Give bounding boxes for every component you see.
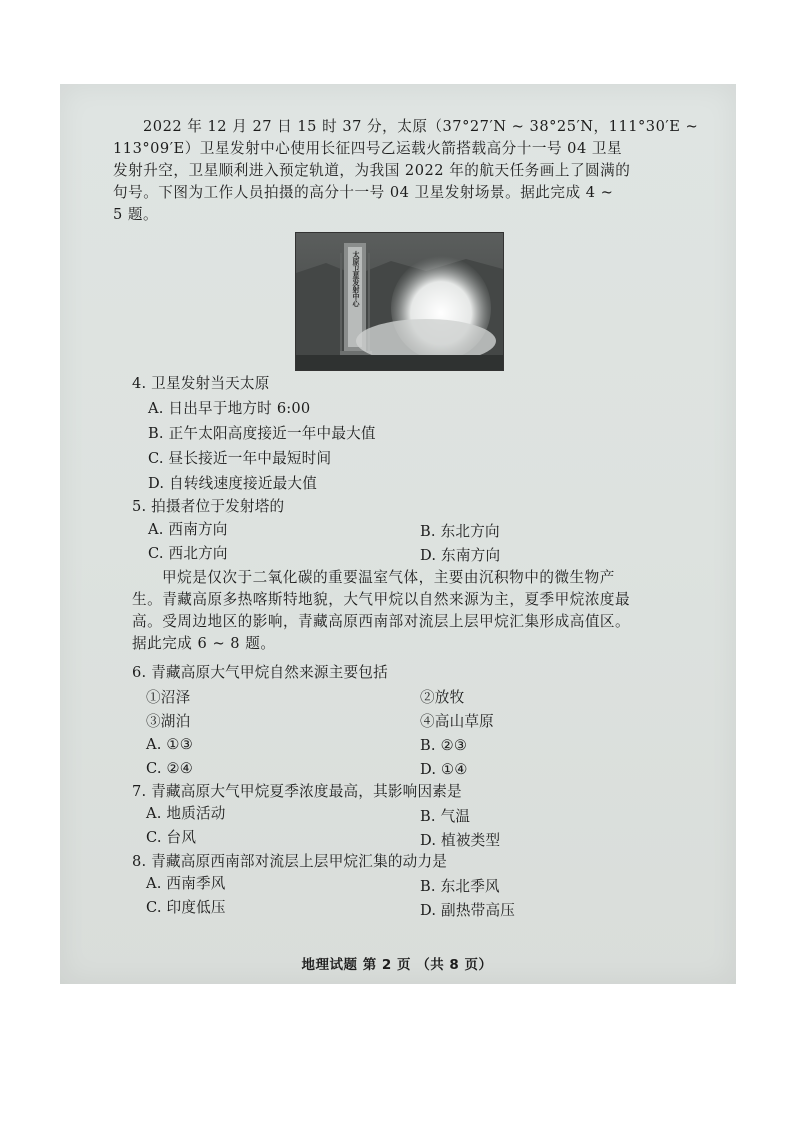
q5-stem: 5. 拍摄者位于发射塔的: [132, 498, 285, 515]
passage-line: 句号。下图为工作人员拍摄的高分十一号 04 卫星发射场景。据此完成 4 ~: [113, 184, 614, 201]
q4-option-c: C. 昼长接近一年中最短时间: [148, 450, 332, 467]
passage-line: 据此完成 6 ~ 8 题。: [132, 635, 276, 652]
q5-option-a: A. 西南方向: [148, 521, 228, 538]
q6-item-4: ④高山草原: [420, 713, 494, 730]
q6-option-d: D. ①④: [420, 761, 468, 778]
q5-option-c: C. 西北方向: [148, 545, 228, 562]
q7-option-c: C. 台风: [146, 829, 197, 846]
q7-option-b: B. 气温: [420, 808, 471, 825]
passage-methane: [132, 567, 663, 655]
passage-line: 高。受周边地区的影响，青藏高原西南部对流层上层甲烷汇集形成高值区。: [132, 613, 631, 630]
passage-launch: [113, 116, 699, 226]
q8-stem: 8. 青藏高原西南部对流层上层甲烷汇集的动力是: [132, 853, 448, 870]
tower-text: 太原卫星发射中心: [352, 251, 361, 307]
passage-line: 5 题。: [113, 206, 159, 223]
q4-option-d: D. 自转线速度接近最大值: [148, 475, 317, 492]
q4-stem: 4. 卫星发射当天太原: [132, 375, 270, 392]
q7-stem: 7. 青藏高原大气甲烷夏季浓度最高，其影响因素是: [132, 783, 462, 800]
q4-option-b: B. 正午太阳高度接近一年中最大值: [148, 425, 376, 442]
passage-line: 113°09′E）卫星发射中心使用长征四号乙运载火箭搭载高分十一号 04 卫星: [113, 140, 623, 157]
q8-option-c: C. 印度低压: [146, 899, 226, 916]
q5-option-d: D. 东南方向: [420, 547, 501, 564]
q6-option-c: C. ②④: [146, 760, 194, 777]
page-footer: 地理试题 第 2 页 （共 8 页）: [301, 957, 493, 973]
q6-item-3: ③湖泊: [146, 713, 191, 730]
q7-option-d: D. 植被类型: [420, 832, 501, 849]
q6-stem: 6. 青藏高原大气甲烷自然来源主要包括: [132, 664, 388, 681]
q4-option-a: A. 日出早于地方时 6:00: [148, 400, 311, 417]
q6-option-a: A. ①③: [146, 736, 193, 753]
q8-option-a: A. 西南季风: [146, 875, 226, 892]
q7-option-a: A. 地质活动: [146, 805, 226, 822]
q6-item-2: ②放牧: [420, 689, 465, 706]
passage-line: 2022 年 12 月 27 日 15 时 37 分，太原（37°27′N ~ 38°25′N，111°30′E ~: [143, 118, 699, 135]
q8-option-d: D. 副热带高压: [420, 902, 516, 919]
passage-line: 发射升空，卫星顺利进入预定轨道，为我国 2022 年的航天任务画上了圆满的: [113, 162, 631, 179]
passage-line: 生。青藏高原多热喀斯特地貌，大气甲烷以自然来源为主，夏季甲烷浓度最: [132, 591, 631, 608]
q5-option-b: B. 东北方向: [420, 523, 500, 540]
passage-line: 甲烷是仅次于二氧化碳的重要温室气体，主要由沉积物中的微生物产: [162, 569, 615, 586]
q8-option-b: B. 东北季风: [420, 878, 500, 895]
q6-item-1: ①沼泽: [146, 689, 191, 706]
launch-photo: [295, 232, 504, 371]
launch-scene-icon: [296, 233, 503, 370]
q6-option-b: B. ②③: [420, 737, 468, 754]
